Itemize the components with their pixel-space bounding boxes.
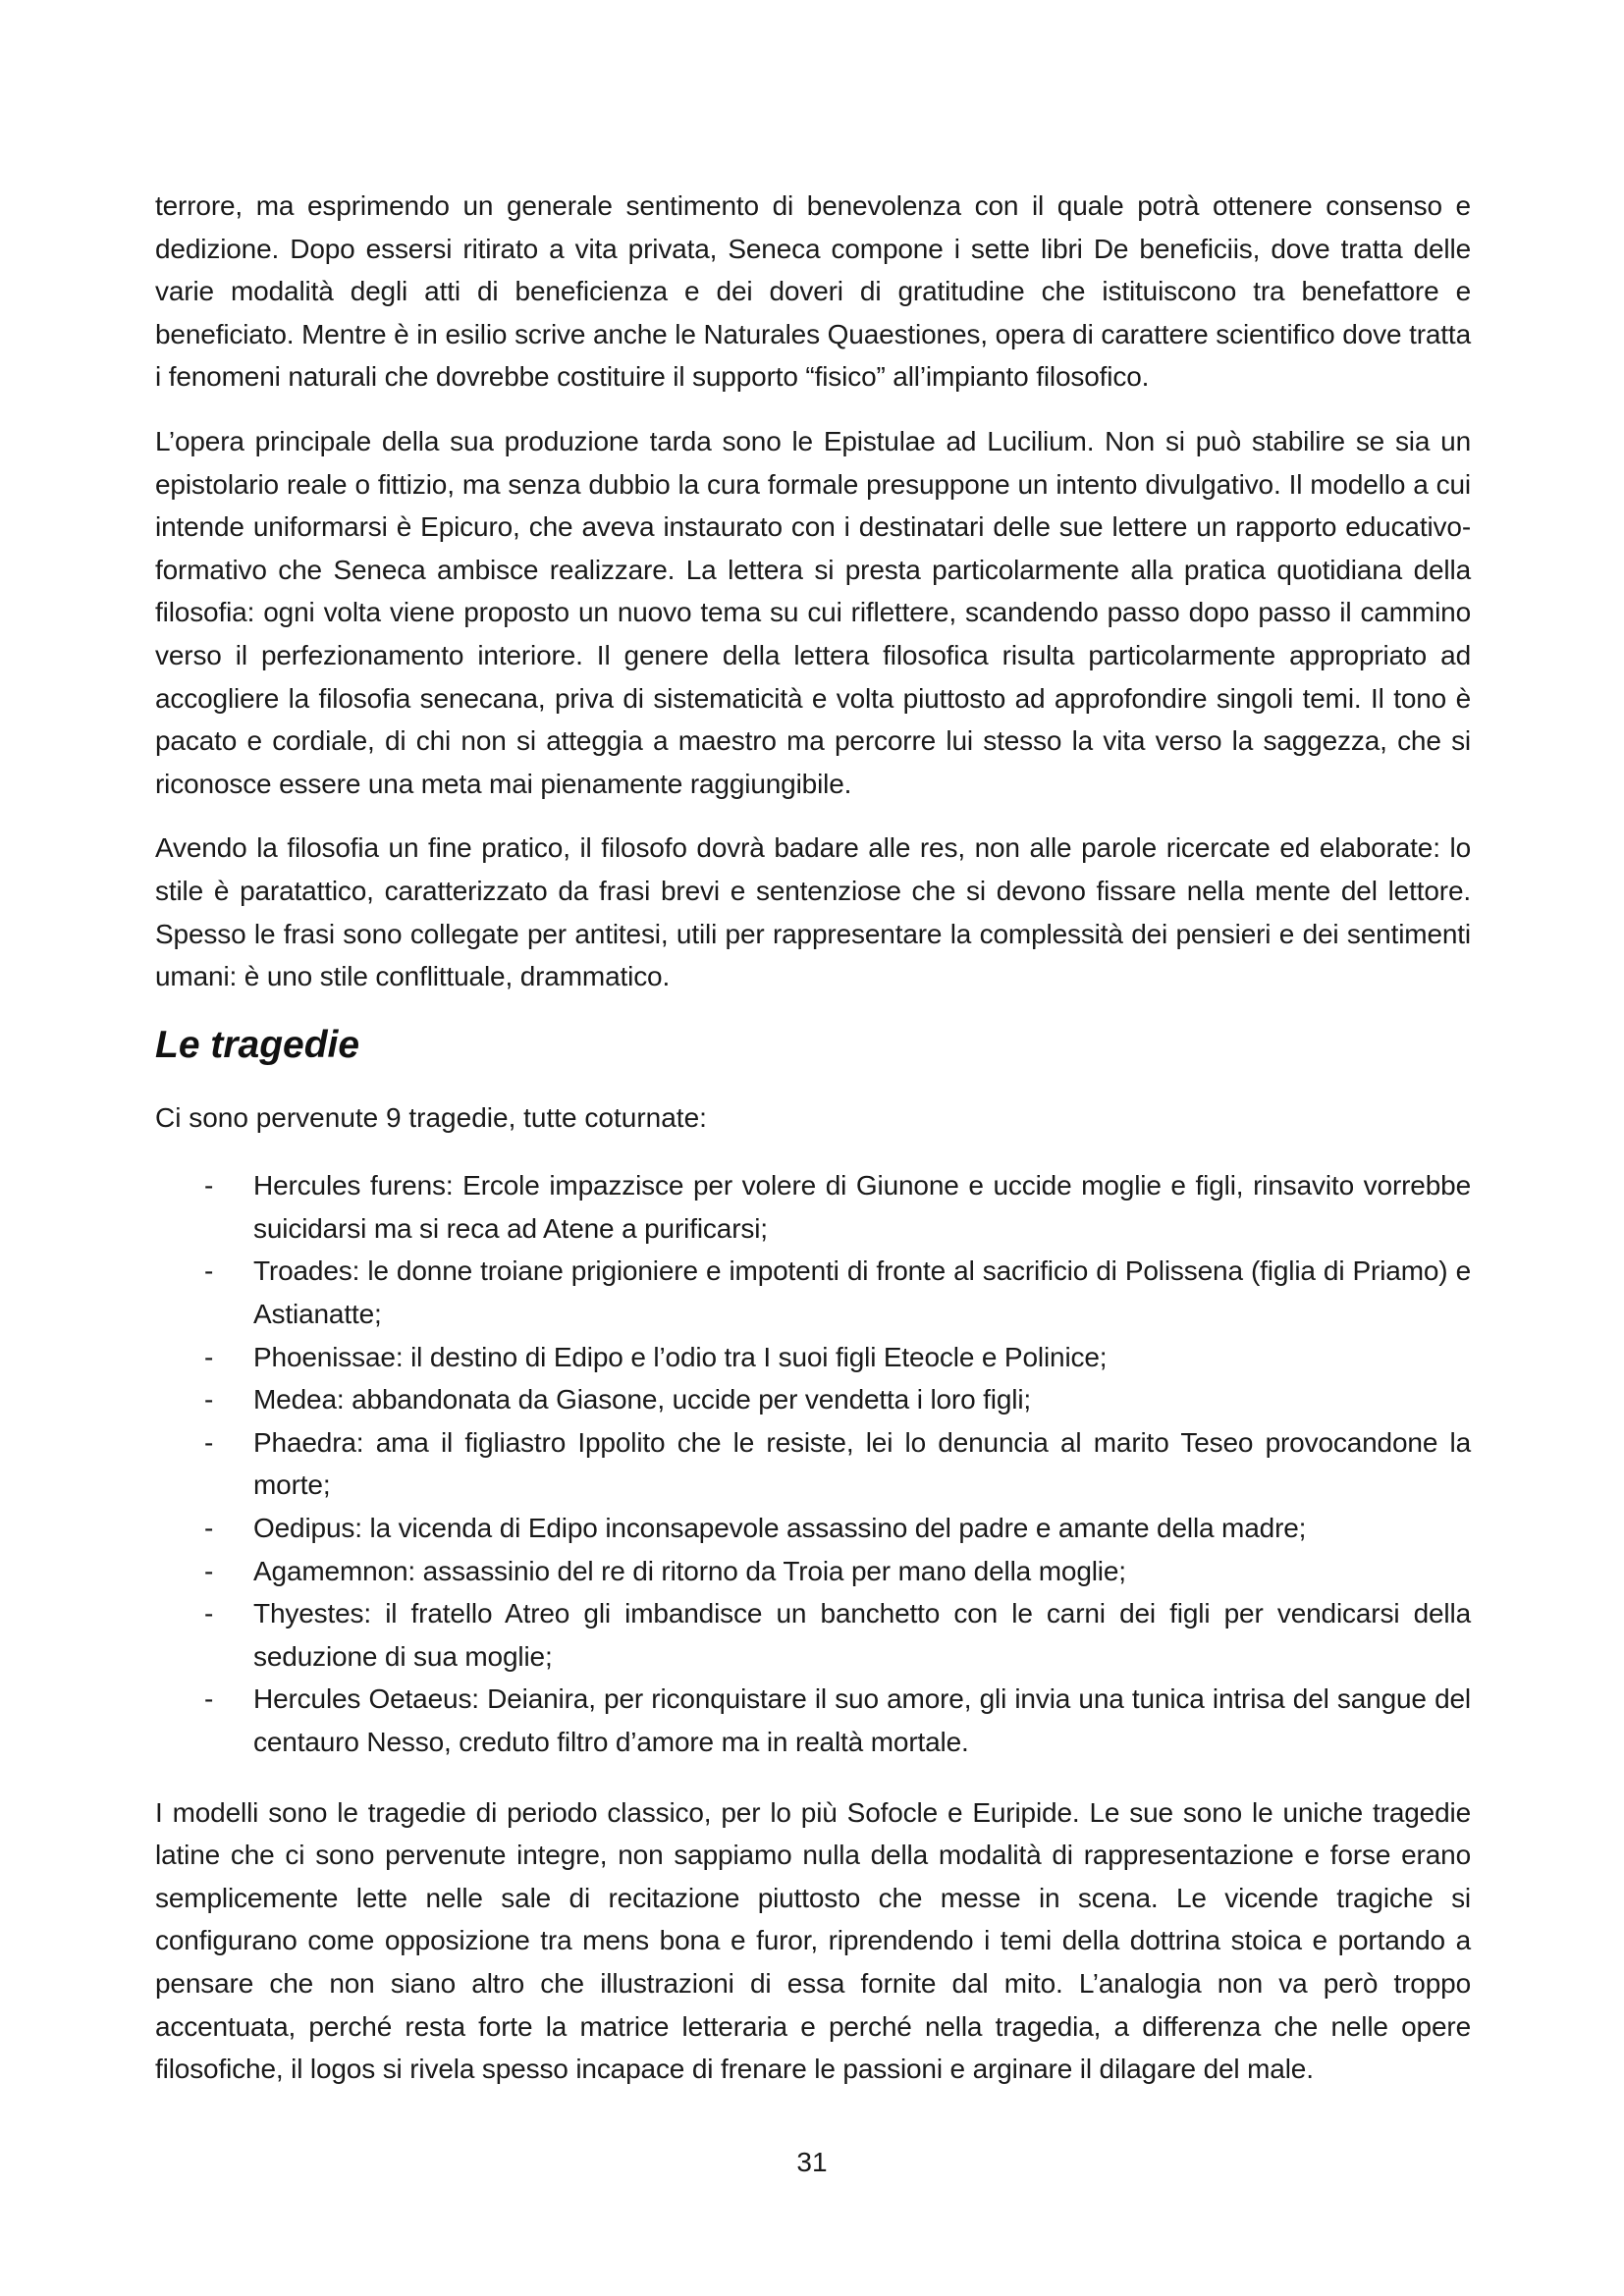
- list-item-phaedra: [155, 1421, 1471, 1507]
- list-bullet: -: [204, 1341, 214, 1372]
- list-item-text: Agamemnon: assassinio del re di ritorno da Troia per mano della moglie;: [253, 1555, 1126, 1586]
- list-bullet: -: [204, 1384, 214, 1415]
- list-item-text: Hercules furens: Ercole impazzisce per volere di Giunone e uccide moglie e figli, rinsavito vorrebbe suicidarsi ma si reca ad Atene a purificarsi;: [253, 1170, 1471, 1244]
- list-item-text: Medea: abbandonata da Giasone, uccide per vendetta i loro figli;: [253, 1384, 1032, 1415]
- list-item-text: Oedipus: la vicenda di Edipo inconsapevole assassino del padre e amante della madre;: [253, 1513, 1307, 1544]
- list-item-text: Phaedra: ama il figliastro Ippolito che le resiste, lei lo denuncia al marito Teseo provocandone la morte;: [253, 1426, 1471, 1501]
- paragraph-stile: Avendo la filosofia un fine pratico, il filosofo dovrà badare alle res, non alle parole ricercate ed elaborate: lo stile è paratattico, caratterizzato da frasi brevi e sentenziose che si devono fissare nella mente del lettore. Spesso le frasi sono collegate per antitesi, utili per rappresentare la complessità dei pensieri e dei sentimenti umani: è uno stile conflittuale, drammatico.: [155, 832, 1471, 992]
- list-item-text: Thyestes: il fratello Atreo gli imbandisce un banchetto con le carni dei figli per vendicarsi della seduzione di sua moglie;: [253, 1598, 1471, 1672]
- paragraph-modelli: I modelli sono le tragedie di periodo classico, per lo più Sofocle e Euripide. Le sue sono le uniche tragedie latine che ci sono pervenute integre, non sappiamo nulla della modalità di rappresentazione e forse erano semplicemente lette nelle sale di recitazione piuttosto che messe in scena. Le vicende tragiche si configurano come opposizione tra mens bona e furor, riprendendo i temi della dottrina stoica e portando a pensare che non siano altro che illustrazioni di essa fornite dal mito. L’analogia non va però troppo accentuata, perché resta forte la matrice letteraria e perché nella tragedia, a differenza che nelle opere filosofiche, il logos si rivela spesso incapace di frenare le passioni e arginare il dilagare del male.: [155, 1796, 1471, 2085]
- paragraph-benevolenza: terrore, ma esprimendo un generale sentimento di benevolenza con il quale potrà ottenere consenso e dedizione. Dopo essersi ritirato a vita privata, Seneca compone i sette libri De beneficiis, dove tratta delle varie modalità degli atti di beneficienza e dei doveri di gratitudine che istituiscono tra benefattore e beneficiato. Mentre è in esilio scrive anche le Naturales Quaestiones, opera di carattere scientifico dove tratta i fenomeni naturali che dovrebbe costituire il supporto “fisico” all’impianto filosofico.: [155, 190, 1471, 393]
- tragedie-intro: Ci sono pervenute 9 tragedie, tutte coturnate:: [155, 1101, 707, 1133]
- list-bullet: -: [204, 1555, 214, 1586]
- list-item-phoenissae: [155, 1336, 1471, 1379]
- list-item-hercules-oetaeus: [155, 1678, 1471, 1763]
- list-bullet: -: [204, 1170, 214, 1201]
- list-item-agamemnon: [155, 1550, 1471, 1593]
- list-item-text: Phoenissae: il destino di Edipo e l’odio tra I suoi figli Eteocle e Polinice;: [253, 1341, 1108, 1372]
- list-item-text: Hercules Oetaeus: Deianira, per riconquistare il suo amore, gli invia una tunica intrisa del sangue del centauro Nesso, creduto filtro d’amore ma in realtà mortale.: [253, 1683, 1471, 1757]
- list-bullet: -: [204, 1255, 214, 1287]
- list-bullet: -: [204, 1598, 214, 1629]
- list-bullet: -: [204, 1513, 214, 1544]
- paragraph-epistulae: L’opera principale della sua produzione tarda sono le Epistulae ad Lucilium. Non si può stabilire se sia un epistolario reale o fittizio, ma senza dubbio la cura formale presuppone un intento divulgativo. Il modello a cui intende uniformarsi è Epicuro, che aveva instaurato con i destinatari delle sue lettere un rapporto educativo-formativo che Seneca ambisce realizzare. La lettera si presta particolarmente alla pratica quotidiana della filosofia: ogni volta viene proposto un nuovo tema su cui riflettere, scandendo passo dopo passo il cammino verso il perfezionamento interiore. Il genere della lettera filosofica risulta particolarmente appropriato ad accogliere la filosofia senecana, priva di sistematicità e volta piuttosto ad approfondire singoli temi. Il tono è pacato e cordiale, di chi non si atteggia a maestro ma percorre lui stesso la vita verso la saggezza, che si riconosce essere una meta mai pienamente raggiungibile.: [155, 425, 1471, 799]
- list-item-hercules-furens: [155, 1164, 1471, 1250]
- list-item-troades: [155, 1250, 1471, 1335]
- page-content: [155, 185, 1471, 2112]
- list-bullet: -: [204, 1683, 214, 1715]
- list-bullet: -: [204, 1426, 214, 1458]
- section-heading-tragedie: Le tragedie: [155, 1023, 360, 1066]
- page-number: 31: [796, 2147, 828, 2177]
- list-item-text: Troades: le donne troiane prigioniere e impotenti di fronte al sacrificio di Polissena (figlia di Priamo) e Astianatte;: [253, 1255, 1471, 1330]
- list-item-oedipus: [155, 1507, 1471, 1550]
- list-item-thyestes: [155, 1592, 1471, 1678]
- tragedy-list: [155, 1164, 1471, 1763]
- list-item-medea: [155, 1378, 1471, 1421]
